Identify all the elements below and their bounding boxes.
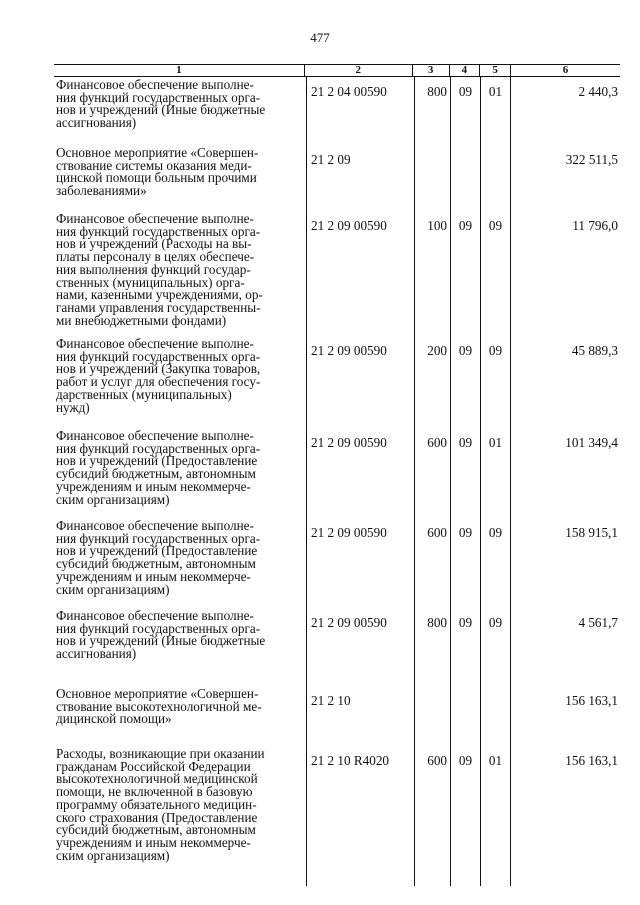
description-line: Основное мероприятие «Совершен- xyxy=(56,686,259,701)
table-row xyxy=(54,608,620,686)
header-col-2: 2 xyxy=(304,65,412,76)
row-code: 21 2 09 xyxy=(306,145,414,211)
description-line: гражданам Российской Федерации xyxy=(56,758,251,774)
table-row xyxy=(54,686,620,746)
description-line: ния выполнения функций государ- xyxy=(56,261,251,277)
description-line: Финансовое обеспечение выполне- xyxy=(56,77,254,92)
row-amount: 322 511,5 xyxy=(510,145,620,211)
description-line: Финансовое обеспечение выполне- xyxy=(56,428,254,443)
description-line: нов и учреждений (Иные бюджетные xyxy=(56,633,266,649)
row-description xyxy=(54,428,306,518)
description-line: ским организациям) xyxy=(56,491,170,507)
row-amount: 45 889,3 xyxy=(510,336,620,428)
description-line: нужд) xyxy=(56,399,90,415)
row-description xyxy=(54,336,306,428)
row-col-4: 09 xyxy=(450,77,480,145)
description-line: ассигнования) xyxy=(56,646,137,662)
row-amount: 158 915,1 xyxy=(510,518,620,608)
row-col-5: 09 xyxy=(480,608,510,686)
row-amount: 101 349,4 xyxy=(510,428,620,518)
description-line: учреждениям и иным некоммерче- xyxy=(56,568,251,584)
row-col-3 xyxy=(414,686,450,746)
description-line: ния функций государственных орга- xyxy=(56,89,261,105)
row-description xyxy=(54,608,306,686)
row-col-3: 100 xyxy=(414,211,450,336)
row-col-4: 09 xyxy=(450,608,480,686)
row-col-5: 01 xyxy=(480,77,510,145)
description-line: дарственных (муниципальных) xyxy=(56,386,232,402)
table-row xyxy=(54,336,620,428)
description-line: цинской помощи больным прочими xyxy=(56,170,257,186)
table-row xyxy=(54,211,620,336)
table-row xyxy=(54,518,620,608)
header-col-4: 4 xyxy=(449,65,480,76)
row-amount: 156 163,1 xyxy=(510,746,620,886)
description-line: субсидий бюджетным, автономным xyxy=(56,556,256,572)
row-col-3: 600 xyxy=(414,428,450,518)
row-col-4: 09 xyxy=(450,211,480,336)
row-col-3 xyxy=(414,145,450,211)
description-line: платы персоналу в целях обеспече- xyxy=(56,249,255,265)
row-col-5: 01 xyxy=(480,746,510,886)
description-line: нов и учреждений (Иные бюджетные xyxy=(56,102,266,118)
table-row xyxy=(54,77,620,145)
row-col-4 xyxy=(450,686,480,746)
description-line: Расходы, возникающие при оказании xyxy=(56,746,265,761)
row-amount: 11 796,0 xyxy=(510,211,620,336)
row-col-5: 09 xyxy=(480,336,510,428)
description-line: нов и учреждений (Предоставление xyxy=(56,453,258,469)
description-line: ния функций государственных орга- xyxy=(56,223,261,239)
description-line: ния функций государственных орга- xyxy=(56,440,261,456)
description-line: ния функций государственных орга- xyxy=(56,348,261,364)
description-line: учреждениям и иным некоммерче- xyxy=(56,478,251,494)
description-line: нов и учреждений (Закупка товаров, xyxy=(56,361,261,377)
description-line: ского страхования (Предоставление xyxy=(56,809,258,825)
description-line: Финансовое обеспечение выполне- xyxy=(56,211,254,226)
description-line: дицинской помощи» xyxy=(56,711,172,727)
table-body xyxy=(54,77,620,886)
row-col-3: 200 xyxy=(414,336,450,428)
description-line: заболеваниями» xyxy=(56,183,147,199)
description-line: ским организациям) xyxy=(56,581,170,597)
row-description xyxy=(54,77,306,145)
description-line: нов и учреждений (Расходы на вы- xyxy=(56,236,252,252)
row-col-5: 09 xyxy=(480,518,510,608)
row-col-4: 09 xyxy=(450,336,480,428)
row-amount: 2 440,3 xyxy=(510,77,620,145)
table-row xyxy=(54,746,620,886)
description-line: работ и услуг для обеспечения госу- xyxy=(56,374,261,390)
description-line: помощи, не включенной в базовую xyxy=(56,784,253,800)
description-line: ассигнования) xyxy=(56,115,137,131)
row-description xyxy=(54,145,306,211)
row-col-4: 09 xyxy=(450,428,480,518)
row-code: 21 2 09 00590 xyxy=(306,211,414,336)
row-code: 21 2 09 00590 xyxy=(306,428,414,518)
row-col-3: 600 xyxy=(414,746,450,886)
row-col-4: 09 xyxy=(450,518,480,608)
description-line: субсидий бюджетным, автономным xyxy=(56,822,256,838)
row-code: 21 2 10 R4020 xyxy=(306,746,414,886)
row-code: 21 2 09 00590 xyxy=(306,518,414,608)
row-code: 21 2 09 00590 xyxy=(306,336,414,428)
table-row xyxy=(54,428,620,518)
description-line: высокотехнологичной медицинской xyxy=(56,771,258,787)
header-col-3: 3 xyxy=(412,65,449,76)
description-line: нов и учреждений (Предоставление xyxy=(56,543,258,559)
description-line: ствование системы оказания меди- xyxy=(56,157,252,173)
header-col-1: 1 xyxy=(176,64,182,76)
description-line: нами, казенными учреждениями, ор- xyxy=(56,287,263,303)
row-description xyxy=(54,211,306,336)
description-line: ми внебюджетными фондами) xyxy=(56,312,227,328)
row-col-5 xyxy=(480,686,510,746)
row-col-3: 800 xyxy=(414,608,450,686)
budget-table xyxy=(54,64,620,886)
header-col-6: 6 xyxy=(510,65,620,76)
row-col-3: 800 xyxy=(414,77,450,145)
description-line: учреждениям и иным некоммерче- xyxy=(56,834,251,850)
description-line: ния функций государственных орга- xyxy=(56,530,261,546)
description-line: субсидий бюджетным, автономным xyxy=(56,466,256,482)
description-line: Финансовое обеспечение выполне- xyxy=(56,608,254,623)
row-col-4: 09 xyxy=(450,746,480,886)
row-amount: 156 163,1 xyxy=(510,686,620,746)
description-line: ганами управления государственны- xyxy=(56,299,261,315)
description-line: ским организациям) xyxy=(56,847,170,863)
row-code: 21 2 09 00590 xyxy=(306,608,414,686)
header-col-5: 5 xyxy=(479,65,510,76)
row-amount: 4 561,7 xyxy=(510,608,620,686)
row-code: 21 2 10 xyxy=(306,686,414,746)
description-line: Финансовое обеспечение выполне- xyxy=(56,336,254,351)
description-line: ния функций государственных орга- xyxy=(56,620,261,636)
description-line: программу обязательного медицин- xyxy=(56,796,257,812)
description-line: ственных (муниципальных) орга- xyxy=(56,274,245,290)
description-line: Основное мероприятие «Совершен- xyxy=(56,145,259,160)
page-number: 477 xyxy=(310,30,330,45)
table-header xyxy=(54,64,620,77)
row-col-3: 600 xyxy=(414,518,450,608)
row-description xyxy=(54,518,306,608)
description-line: Финансовое обеспечение выполне- xyxy=(56,518,254,533)
description-line: ствование высокотехнологичной ме- xyxy=(56,698,262,714)
row-description xyxy=(54,686,306,746)
row-col-5: 01 xyxy=(480,428,510,518)
row-col-4 xyxy=(450,145,480,211)
row-col-5: 09 xyxy=(480,211,510,336)
row-col-5 xyxy=(480,145,510,211)
row-code: 21 2 04 00590 xyxy=(306,77,414,145)
table-row xyxy=(54,145,620,211)
row-description xyxy=(54,746,306,886)
